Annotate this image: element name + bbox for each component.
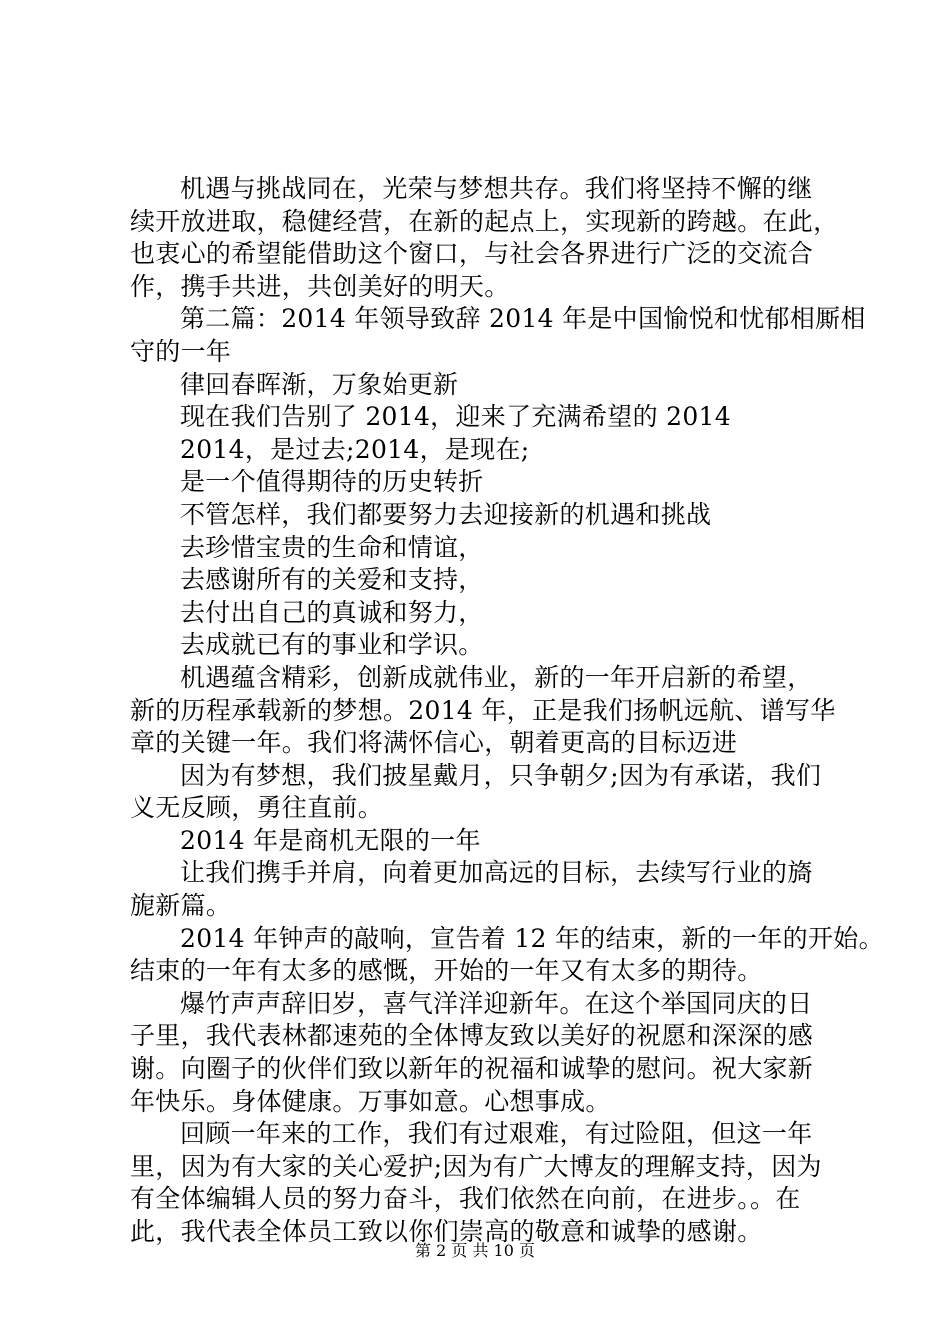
- text-line: 里，因为有大家的关心爱护;因为有广大博友的理解支持，因为: [130, 1151, 822, 1181]
- text-line: 2014，是过去;2014，是现在;: [180, 434, 530, 464]
- text-line: 律回春晖渐，万象始更新: [180, 369, 459, 399]
- text-line: 也衷心的希望能借助这个窗口，与社会各界进行广泛的交流合: [130, 239, 814, 269]
- text-line: 爆竹声声辞旧岁，喜气洋洋迎新年。在这个举国同庆的日: [180, 988, 813, 1018]
- text-line: 续开放进取，稳健经营，在新的起点上，实现新的跨越。在此，: [130, 206, 839, 236]
- text-line: 去珍惜宝贵的生命和情谊，: [180, 532, 484, 562]
- text-line: 守的一年: [130, 336, 232, 366]
- text-line: 去付出自己的真诚和努力，: [180, 597, 484, 627]
- text-line: 不管怎样，我们都要努力去迎接新的机遇和挑战: [180, 499, 712, 529]
- text-line: 章的关键一年。我们将满怀信心，朝着更高的目标迈进: [130, 728, 738, 758]
- text-line: 2014 年钟声的敲响，宣告着 12 年的结束，新的一年的开始。: [180, 923, 884, 953]
- text-line: 结束的一年有太多的感慨，开始的一年又有太多的期待。: [130, 956, 763, 986]
- text-line: 去感谢所有的关爱和支持，: [180, 565, 484, 595]
- text-line: 机遇蕴含精彩，创新成就伟业，新的一年开启新的希望，: [180, 662, 813, 692]
- text-line: 此，我代表全体员工致以你们崇高的敬意和诚挚的感谢。: [130, 1217, 763, 1246]
- text-line: 现在我们告别了 2014，迎来了充满希望的 2014: [180, 402, 731, 432]
- text-line: 义无反顾，勇往直前。: [130, 793, 384, 823]
- text-line: 谢。向圈子的伙伴们致以新年的祝福和诚挚的慰问。祝大家新: [130, 1054, 814, 1084]
- text-line: 子里，我代表林都速苑的全体博友致以美好的祝愿和深深的感: [130, 1021, 814, 1051]
- text-line: 2014 年是商机无限的一年: [180, 825, 481, 855]
- text-line: 是一个值得期待的历史转折: [180, 467, 484, 497]
- text-line: 第二篇：2014 年领导致辞 2014 年是中国愉悦和忧郁相厮相: [180, 304, 866, 334]
- text-line: 有全体编辑人员的努力奋斗，我们依然在向前，在进步。。在: [130, 1184, 801, 1214]
- text-line: 让我们携手并肩，向着更加高远的目标，去续写行业的旖: [180, 858, 813, 888]
- text-line: 因为有梦想，我们披星戴月，只争朝夕;因为有承诺，我们: [180, 760, 822, 790]
- text-line: 回顾一年来的工作，我们有过艰难，有过险阻，但这一年: [180, 1119, 813, 1149]
- text-line: 去成就已有的事业和学识。: [180, 630, 484, 660]
- page-footer: 第 2 页 共 10 页: [415, 1241, 535, 1260]
- text-line: 作，携手共进，共创美好的明天。: [130, 271, 510, 301]
- text-line: 新的历程承载新的梦想。2014 年，正是我们扬帆远航、谱写华: [130, 695, 836, 725]
- body-text: [130, 173, 884, 1249]
- text-line: 机遇与挑战同在，光荣与梦想共存。我们将坚持不懈的继: [180, 174, 813, 203]
- text-line: 旎新篇。: [130, 891, 232, 921]
- text-line: 年快乐。身体健康。万事如意。心想事成。: [130, 1086, 611, 1116]
